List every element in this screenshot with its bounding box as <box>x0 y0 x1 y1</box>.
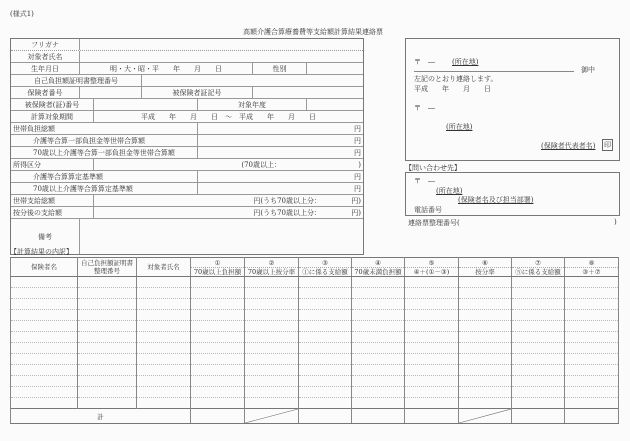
name-label: 対象者氏名 <box>27 52 63 61</box>
total-cell[interactable] <box>405 409 459 424</box>
addressee-line[interactable] <box>414 71 574 72</box>
table-cell[interactable] <box>245 332 299 343</box>
table-cell[interactable] <box>299 354 352 365</box>
table-cell[interactable] <box>512 343 565 354</box>
table-cell[interactable] <box>137 288 191 299</box>
table-row <box>11 288 619 299</box>
table-cell[interactable] <box>405 332 459 343</box>
column-header <box>352 258 405 277</box>
table-cell[interactable] <box>299 277 352 288</box>
table-cell[interactable] <box>191 398 245 409</box>
table-cell[interactable] <box>245 365 299 376</box>
table-cell[interactable] <box>512 365 565 376</box>
header-row <box>11 258 619 277</box>
table-cell[interactable] <box>78 354 137 365</box>
column-header <box>137 258 191 277</box>
table-cell[interactable] <box>512 310 565 321</box>
main-form <box>10 38 364 255</box>
table-cell[interactable] <box>78 398 137 409</box>
table-cell[interactable] <box>191 310 245 321</box>
column-header <box>78 258 137 277</box>
diagonal-slash <box>459 409 511 423</box>
table-cell[interactable] <box>78 376 137 387</box>
column-header <box>512 258 565 277</box>
total-cell[interactable] <box>512 409 565 424</box>
notice-box <box>405 38 620 161</box>
table-row <box>11 332 619 343</box>
total-cell[interactable] <box>299 409 352 424</box>
household-total-label: 世帯負担総額 <box>13 124 55 133</box>
birth-label: 生年月日 <box>31 64 59 73</box>
total-cell <box>245 409 299 424</box>
table-cell[interactable] <box>459 321 512 332</box>
household-payment-label: 世帯支給総額 <box>13 196 55 205</box>
table-cell[interactable] <box>11 343 78 354</box>
table-cell[interactable] <box>405 288 459 299</box>
yen-unit: 円 <box>354 124 361 133</box>
table-cell[interactable] <box>352 299 405 310</box>
table-cell[interactable] <box>78 299 137 310</box>
table-cell[interactable] <box>137 343 191 354</box>
column-header <box>191 258 245 277</box>
table-cell[interactable] <box>78 387 137 398</box>
total-cell[interactable] <box>565 409 619 424</box>
table-cell[interactable] <box>299 321 352 332</box>
table-cell[interactable] <box>512 354 565 365</box>
table-cell[interactable] <box>405 321 459 332</box>
table-cell[interactable] <box>512 288 565 299</box>
table-cell[interactable] <box>352 343 405 354</box>
ref-number-close: ) <box>614 218 617 226</box>
household-total-field <box>197 123 363 134</box>
table-row <box>11 321 619 332</box>
table-cell[interactable] <box>565 299 619 310</box>
yen-unit: 円 <box>354 172 361 181</box>
column-header-top: ⑦ <box>535 258 541 267</box>
yen-unit: 円 <box>354 148 361 157</box>
table-cell[interactable] <box>352 354 405 365</box>
table-cell[interactable] <box>137 310 191 321</box>
table-cell[interactable] <box>78 310 137 321</box>
table-cell[interactable] <box>459 343 512 354</box>
table-row <box>11 376 619 387</box>
sender-address: (所在地) <box>446 123 473 131</box>
table-cell[interactable] <box>459 332 512 343</box>
table-row <box>11 343 619 354</box>
table-cell[interactable] <box>459 277 512 288</box>
table-cell[interactable] <box>512 376 565 387</box>
table-cell[interactable] <box>137 365 191 376</box>
table-cell[interactable] <box>137 387 191 398</box>
furigana-field[interactable] <box>79 39 363 50</box>
table-cell[interactable] <box>245 310 299 321</box>
contact-box <box>405 172 620 216</box>
target-year-field[interactable] <box>306 99 363 110</box>
table-cell[interactable] <box>352 387 405 398</box>
prorated-payment-label: 按分後の支給額 <box>13 208 62 217</box>
total-cell[interactable] <box>191 409 245 424</box>
table-row <box>11 310 619 321</box>
table-cell[interactable] <box>11 332 78 343</box>
column-header-bottom: ④＋(①－③) <box>405 267 458 276</box>
table-cell[interactable] <box>299 376 352 387</box>
table-cell[interactable] <box>352 288 405 299</box>
contact-postal: 〒 ― <box>414 177 435 185</box>
table-cell[interactable] <box>245 354 299 365</box>
table-cell[interactable] <box>78 288 137 299</box>
table-cell[interactable] <box>191 354 245 365</box>
insured-symbol-field[interactable] <box>252 87 363 98</box>
table-cell[interactable] <box>512 277 565 288</box>
name-field[interactable] <box>79 51 363 62</box>
income-class-over70: (70歳以上： <box>241 160 281 169</box>
table-cell[interactable] <box>78 277 137 288</box>
table-cell[interactable] <box>565 343 619 354</box>
column-header-top: 自己負担額証明書 <box>81 259 133 267</box>
remarks-field[interactable] <box>79 219 363 254</box>
table-cell[interactable] <box>137 354 191 365</box>
table-row <box>11 387 619 398</box>
column-header-top: ③ <box>322 258 328 267</box>
care-base-field[interactable] <box>197 171 363 182</box>
over70-combined-label: 70歳以上介護等合算一部負担金等世帯合算額 <box>33 148 175 157</box>
table-cell[interactable] <box>11 398 78 409</box>
table-cell[interactable] <box>459 387 512 398</box>
column-header <box>459 258 512 277</box>
contact-phone: 電話番号 <box>414 206 442 214</box>
income-class-close: ) <box>358 160 361 169</box>
contact-dept: (保険者名及び担当部署) <box>458 196 534 204</box>
column-header-bottom: 70歳以上負担額 <box>191 267 244 276</box>
table-cell[interactable] <box>459 365 512 376</box>
table-row <box>11 299 619 310</box>
period-field[interactable]: 平成 年 月 日 ～ 平成 年 月 日 <box>93 111 363 122</box>
notice-message: 左記のとおり連絡します。 <box>414 75 498 83</box>
yen-over70: 円(うち70歳以上分： <box>253 208 321 217</box>
table-cell[interactable] <box>352 398 405 409</box>
table-cell[interactable] <box>137 299 191 310</box>
column-header-top: ④ <box>375 258 381 267</box>
diagonal-slash <box>245 409 298 423</box>
table-cell[interactable] <box>299 310 352 321</box>
table-cell[interactable] <box>405 365 459 376</box>
table-row <box>11 365 619 376</box>
sex-label: 性別 <box>252 63 306 74</box>
form-number: (様式1) <box>10 10 34 18</box>
table-cell[interactable] <box>191 321 245 332</box>
table-cell[interactable] <box>245 321 299 332</box>
furigana-label: フリガナ <box>31 40 59 49</box>
cert-no-field[interactable] <box>141 75 363 86</box>
table-cell[interactable] <box>565 376 619 387</box>
column-header-top: ⑧ <box>588 258 595 267</box>
addressee-suffix: 御中 <box>581 66 595 74</box>
postal-code: 〒 ― <box>414 58 435 66</box>
table-cell[interactable] <box>78 332 137 343</box>
table-cell[interactable] <box>137 398 191 409</box>
table-cell[interactable] <box>191 277 245 288</box>
table-row <box>11 398 619 409</box>
prorated-payment-field[interactable] <box>93 207 363 218</box>
column-header-top: ⑥ <box>482 258 488 267</box>
table-cell[interactable] <box>459 398 512 409</box>
table-cell[interactable] <box>512 321 565 332</box>
table-cell[interactable] <box>191 387 245 398</box>
seal-mark: 印 <box>604 141 611 149</box>
target-year-label: 対象年度 <box>197 99 306 110</box>
column-header <box>245 258 299 277</box>
table-cell[interactable] <box>405 310 459 321</box>
breakdown-table <box>10 257 619 424</box>
table-cell[interactable] <box>405 376 459 387</box>
table-cell[interactable] <box>11 288 78 299</box>
table-cell[interactable] <box>299 299 352 310</box>
table-cell[interactable] <box>137 332 191 343</box>
column-header-top: ② <box>268 258 275 267</box>
table-cell[interactable] <box>299 365 352 376</box>
table-cell[interactable] <box>352 365 405 376</box>
table-cell[interactable] <box>191 376 245 387</box>
table-cell[interactable] <box>405 354 459 365</box>
table-cell[interactable] <box>191 343 245 354</box>
table-cell[interactable] <box>405 343 459 354</box>
birth-field[interactable]: 明・大・昭・平 年 月 日 <box>79 63 252 74</box>
table-cell[interactable] <box>11 299 78 310</box>
table-cell[interactable] <box>78 321 137 332</box>
table-cell[interactable] <box>565 288 619 299</box>
column-header-bottom: ③＋⑦ <box>565 267 618 276</box>
over70-combined-field[interactable] <box>197 147 363 158</box>
table-cell[interactable] <box>245 277 299 288</box>
column-header-bottom: 按分率 <box>459 267 511 276</box>
column-header <box>11 258 78 277</box>
table-cell[interactable] <box>512 387 565 398</box>
yen-close: 円) <box>351 208 361 217</box>
table-cell[interactable] <box>137 376 191 387</box>
table-cell[interactable] <box>245 387 299 398</box>
table-cell[interactable] <box>459 310 512 321</box>
sex-field[interactable] <box>306 63 363 74</box>
table-cell[interactable] <box>11 365 78 376</box>
column-header <box>405 258 459 277</box>
contact-heading: 【問い合わせ先】 <box>405 164 461 172</box>
table-cell[interactable] <box>352 376 405 387</box>
income-class-field[interactable] <box>93 159 363 170</box>
over70-base-label: 70歳以上介護等合算算定基準額 <box>33 184 133 193</box>
column-header-bottom: 70歳以上按分率 <box>245 267 298 276</box>
table-cell[interactable] <box>191 365 245 376</box>
sender-postal: 〒 ― <box>414 104 435 112</box>
period-label: 計算対象期間 <box>31 112 73 121</box>
table-cell[interactable] <box>352 321 405 332</box>
table-cell[interactable] <box>299 332 352 343</box>
care-combined-label: 介護等合算一部負担金等世帯合算額 <box>33 136 145 145</box>
total-cell[interactable] <box>352 409 405 424</box>
table-cell[interactable] <box>245 376 299 387</box>
table-cell[interactable] <box>352 332 405 343</box>
table-cell[interactable] <box>137 277 191 288</box>
table-cell[interactable] <box>405 299 459 310</box>
table-cell[interactable] <box>245 343 299 354</box>
cert-no-label: 自己負担額証明書整理番号 <box>34 76 118 85</box>
yen-over70: 円(うち70歳以上分： <box>253 196 321 205</box>
column-header-bottom: ⑤に係る支給額 <box>512 267 564 276</box>
table-cell[interactable] <box>11 387 78 398</box>
care-combined-field[interactable] <box>197 135 363 146</box>
table-cell[interactable] <box>512 398 565 409</box>
column-header-bottom: 70歳未満負担額 <box>352 267 404 276</box>
table-cell[interactable] <box>352 277 405 288</box>
insurer-no-label: 保険者番号 <box>27 88 63 97</box>
table-cell[interactable] <box>565 332 619 343</box>
column-header-top: ⑤ <box>428 258 435 267</box>
table-cell[interactable] <box>405 387 459 398</box>
table-cell[interactable] <box>405 398 459 409</box>
table-cell[interactable] <box>78 365 137 376</box>
table-cell[interactable] <box>459 376 512 387</box>
table-cell[interactable] <box>565 321 619 332</box>
table-cell[interactable] <box>245 398 299 409</box>
table-cell[interactable] <box>459 288 512 299</box>
addressee-address: (所在地) <box>452 58 479 66</box>
household-payment-field[interactable] <box>93 195 363 206</box>
page-title: 高額介護合算療養費等支給額計算結果連絡票 <box>243 28 383 36</box>
column-header-top: 保険者名 <box>31 263 57 271</box>
table-cell[interactable] <box>299 343 352 354</box>
table-cell[interactable] <box>78 343 137 354</box>
contact-address: (所在地) <box>436 187 463 195</box>
column-header-top: ① <box>214 258 221 267</box>
column-header <box>565 258 619 277</box>
representative-name: (保険者代表者名) <box>541 142 596 150</box>
table-cell[interactable] <box>299 288 352 299</box>
table-cell[interactable] <box>565 365 619 376</box>
income-class-label: 所得区分 <box>13 160 41 169</box>
table-cell[interactable] <box>352 310 405 321</box>
total-row <box>11 409 619 424</box>
table-cell[interactable] <box>459 354 512 365</box>
table-cell[interactable] <box>512 332 565 343</box>
total-cell <box>459 409 512 424</box>
insured-no-field[interactable] <box>93 99 197 110</box>
column-header-bottom: ①に係る支給額 <box>299 267 351 276</box>
breakdown-heading: 【計算結果の内訳】 <box>10 248 73 256</box>
column-header-top: 対象者氏名 <box>147 263 180 271</box>
total-label: 計 <box>11 409 191 424</box>
table-cell[interactable] <box>565 354 619 365</box>
table-cell[interactable] <box>11 321 78 332</box>
yen-unit: 円 <box>354 136 361 145</box>
ref-number-label: 連絡票整理番号( <box>408 219 460 227</box>
table-cell[interactable] <box>245 288 299 299</box>
table-cell[interactable] <box>565 310 619 321</box>
table-cell[interactable] <box>191 288 245 299</box>
table-cell[interactable] <box>191 299 245 310</box>
column-header-bottom: 整理番号 <box>94 267 120 275</box>
table-cell[interactable] <box>11 277 78 288</box>
care-base-label: 介護等合算算定基準額 <box>33 172 103 181</box>
notice-date: 平成 年 月 日 <box>414 85 491 93</box>
table-cell[interactable] <box>11 354 78 365</box>
yen-close: 円) <box>351 196 361 205</box>
table-row <box>11 277 619 288</box>
table-cell[interactable] <box>191 332 245 343</box>
table-cell[interactable] <box>11 376 78 387</box>
table-cell[interactable] <box>565 398 619 409</box>
table-cell[interactable] <box>565 387 619 398</box>
over70-base-field[interactable] <box>197 183 363 194</box>
table-cell[interactable] <box>137 321 191 332</box>
column-header <box>299 258 352 277</box>
insurer-no-field[interactable] <box>79 87 141 98</box>
table-cell[interactable] <box>299 398 352 409</box>
table-cell[interactable] <box>512 299 565 310</box>
table-row <box>11 354 619 365</box>
table-cell[interactable] <box>245 299 299 310</box>
table-cell[interactable] <box>299 387 352 398</box>
table-cell[interactable] <box>11 310 78 321</box>
insured-symbol-label: 被保険者証記号 <box>141 87 252 98</box>
yen-unit: 円 <box>354 184 361 193</box>
table-cell[interactable] <box>405 277 459 288</box>
table-cell[interactable] <box>565 277 619 288</box>
remarks-label: 備考 <box>38 232 52 241</box>
table-cell[interactable] <box>459 299 512 310</box>
insured-no-label: 被保険者(証)番号 <box>24 100 80 109</box>
